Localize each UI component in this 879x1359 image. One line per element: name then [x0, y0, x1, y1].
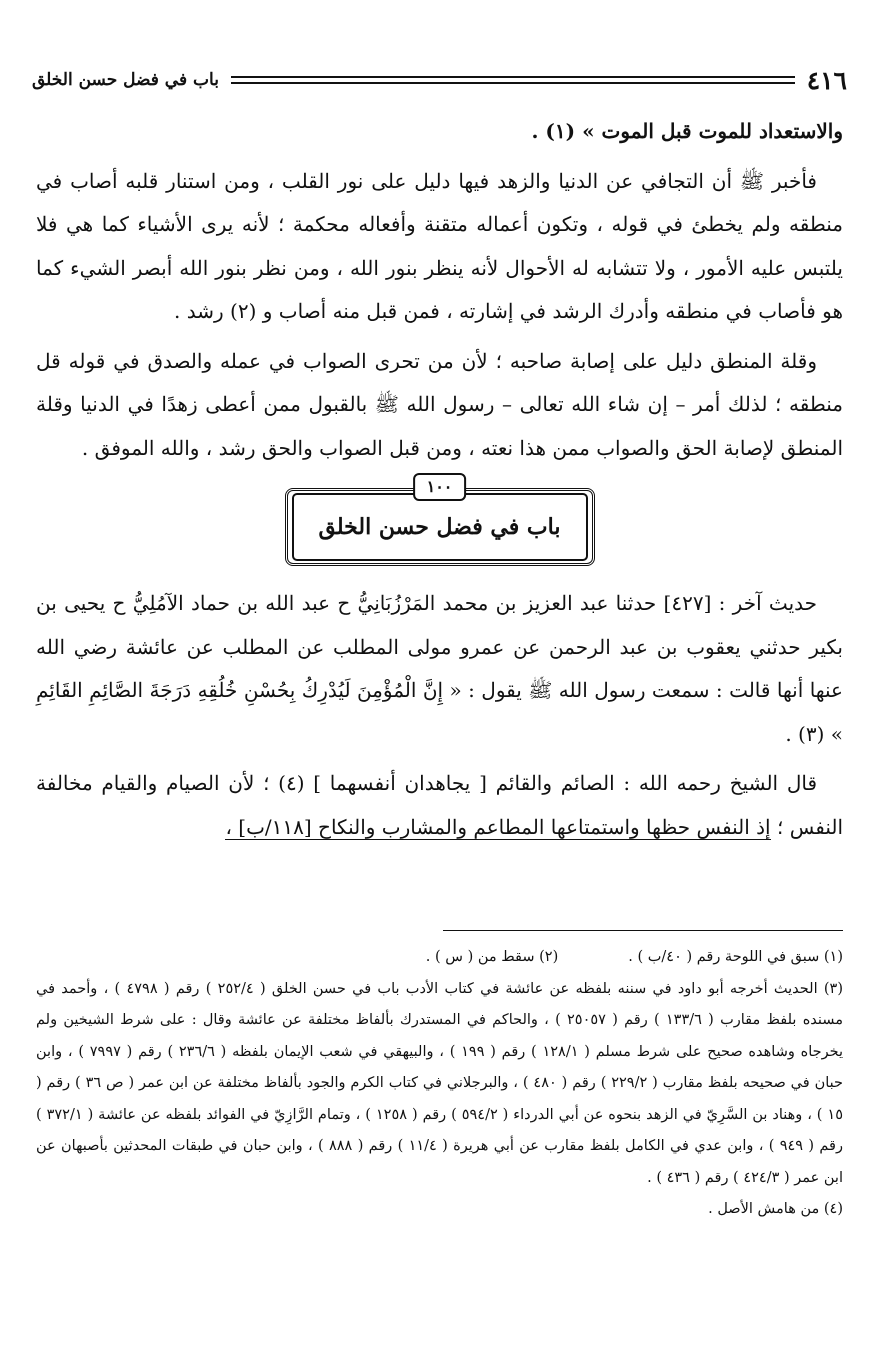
- continued-line: والاستعداد للموت قبل الموت » (١) .: [531, 119, 843, 143]
- hadith-paragraph: حديث آخر : [٤٢٧] حدثنا عبد العزيز بن محمد المَرْزُبَانِيُّ ح عبد الله بن حماد الآمُلِيُّ ح يحيى بن بكير حدثني يعقوب بن عبد الرحمن عن عمرو مولى المطلب عن المطلب عن عائشة رضي الله عنها أنها قالت : سمعت رسول الله ﷺ يقول : « إِنَّ الْمُؤْمِنَ لَيُدْرِكُ بِحُسْنِ خُلُقِهِ دَرَجَةَ الصَّائِمِ القَائِمِ » (٣) .: [36, 591, 843, 746]
- main-text: [36, 110, 843, 849]
- footnote-row: [36, 942, 843, 974]
- footnote-separator: [443, 930, 843, 931]
- chapter-title: باب في فضل حسن الخلق: [292, 493, 588, 561]
- header-double-rule: [231, 76, 795, 84]
- paragraph: فأخبر ﷺ أن التجافي عن الدنيا والزهد فيها دليل على نور القلب ، ومن استنار قلبه أصاب في منطقه ولم يخطئ في قوله ، وتكون أعماله متقنة وأفعاله محكمة ؛ لأنه يرى الأشياء كما هي فلا يلتبس عليه الأمور ، ولا تتشابه له الأحوال لأنه ينظر بنور الله ، ومن نظر بنور الله أبصر الشيء كما هو فأصاب في منطقه وأدرك الرشد في إشارته ، فمن قبل منه أصاب و (٢) رشد .: [36, 168, 843, 323]
- footnote-2: (٢) سقط من ( س ) .: [425, 949, 559, 965]
- chapter-number: ١٠٠: [413, 473, 467, 501]
- footnotes: [36, 942, 843, 1226]
- paragraph: وقلة المنطق دليل على إصابة صاحبه ؛ لأن من تحرى الصواب في عمله والصدق في قوله قل منطقه ؛ لذلك أمر – إن شاء الله تعالى – رسول الله ﷺ بالقبول ممن أعطى زهدًا في الدنيا وقلة المنطق لإصابة الحق والصواب ممن هذا نعته ، ومن قبل الصواب والحق رشد ، والله الموفق .: [36, 348, 843, 460]
- commentary-text: قال الشيخ رحمه الله : الصائم والقائم [ يجاهدان أنفسهما ] (٤) ؛ لأن الصيام والقيام مخالفة النفس ؛: [36, 771, 843, 839]
- chapter-heading: [36, 477, 843, 566]
- page-header: [32, 62, 847, 98]
- page-number: ٤١٦: [806, 65, 847, 95]
- footnote-1: (١) سبق في اللوحة رقم ( ٤٠/ب ) .: [628, 949, 843, 965]
- running-title: باب في فضل حسن الخلق: [32, 70, 219, 90]
- footnote-3: (٣) الحديث أخرجه أبو داود في سننه بلفظه عن عائشة في كتاب الأدب باب في حسن الخلق ( ٢٥٢/٤ ) رقم ( ٤٧٩٨ ) ، وأحمد في مسنده بلفظ مقارب ( ١٣٣/٦ ) رقم ( ٢٥٠٥٧ ) ، والحاكم في المستدرك بألفاظ مختلفة عن عائشة وقال : على شرط الشيخين ولم يخرجاه وشاهده صحيح على شرط مسلم ( ١٢٨/١ ) رقم ( ١٩٩ ) ، والبيهقي في شعب الإيمان بلفظه ( ٢٣٦/٦ ) رقم ( ٧٩٩٧ ) ، وابن حبان في صحيحه بلفظ مقارب ( ٢٢٩/٢ ) رقم ( ٤٨٠ ) ، والبرجلاني في كتاب الكرم والجود بألفاظ مختلفة عن ابن عمر ( ص ٣٦ ) رقم ( ١٥ ) ، وهناد بن السَّرِيّ في الزهد بنحوه عن أبي الدرداء ( ٥٩٤/٢ ) رقم ( ١٢٥٨ ) ، وتمام الرَّازِيّ في الفوائد بلفظه عن عائشة ( ٣٧٢/١ ) رقم ( ٩٤٩ ) ، وابن عدي في الكامل بلفظ مقارب عن أبي هريرة ( ١١/٤ ) رقم ( ٨٨٨ ) ، وابن حبان في طبقات المحدثين بأصبهان عن ابن عمر ( ٤٢٤/٣ ) رقم ( ٤٣٦ ) .: [36, 980, 844, 1186]
- footnote-4: (٤) من هامش الأصل .: [708, 1201, 843, 1217]
- commentary-paragraph: [36, 762, 843, 849]
- chapter-frame: [285, 477, 595, 566]
- underlined-text: إذ النفس حظها واستمتاعها المطاعم والمشارب والنكاح [١١٨/ب] ،: [225, 814, 771, 839]
